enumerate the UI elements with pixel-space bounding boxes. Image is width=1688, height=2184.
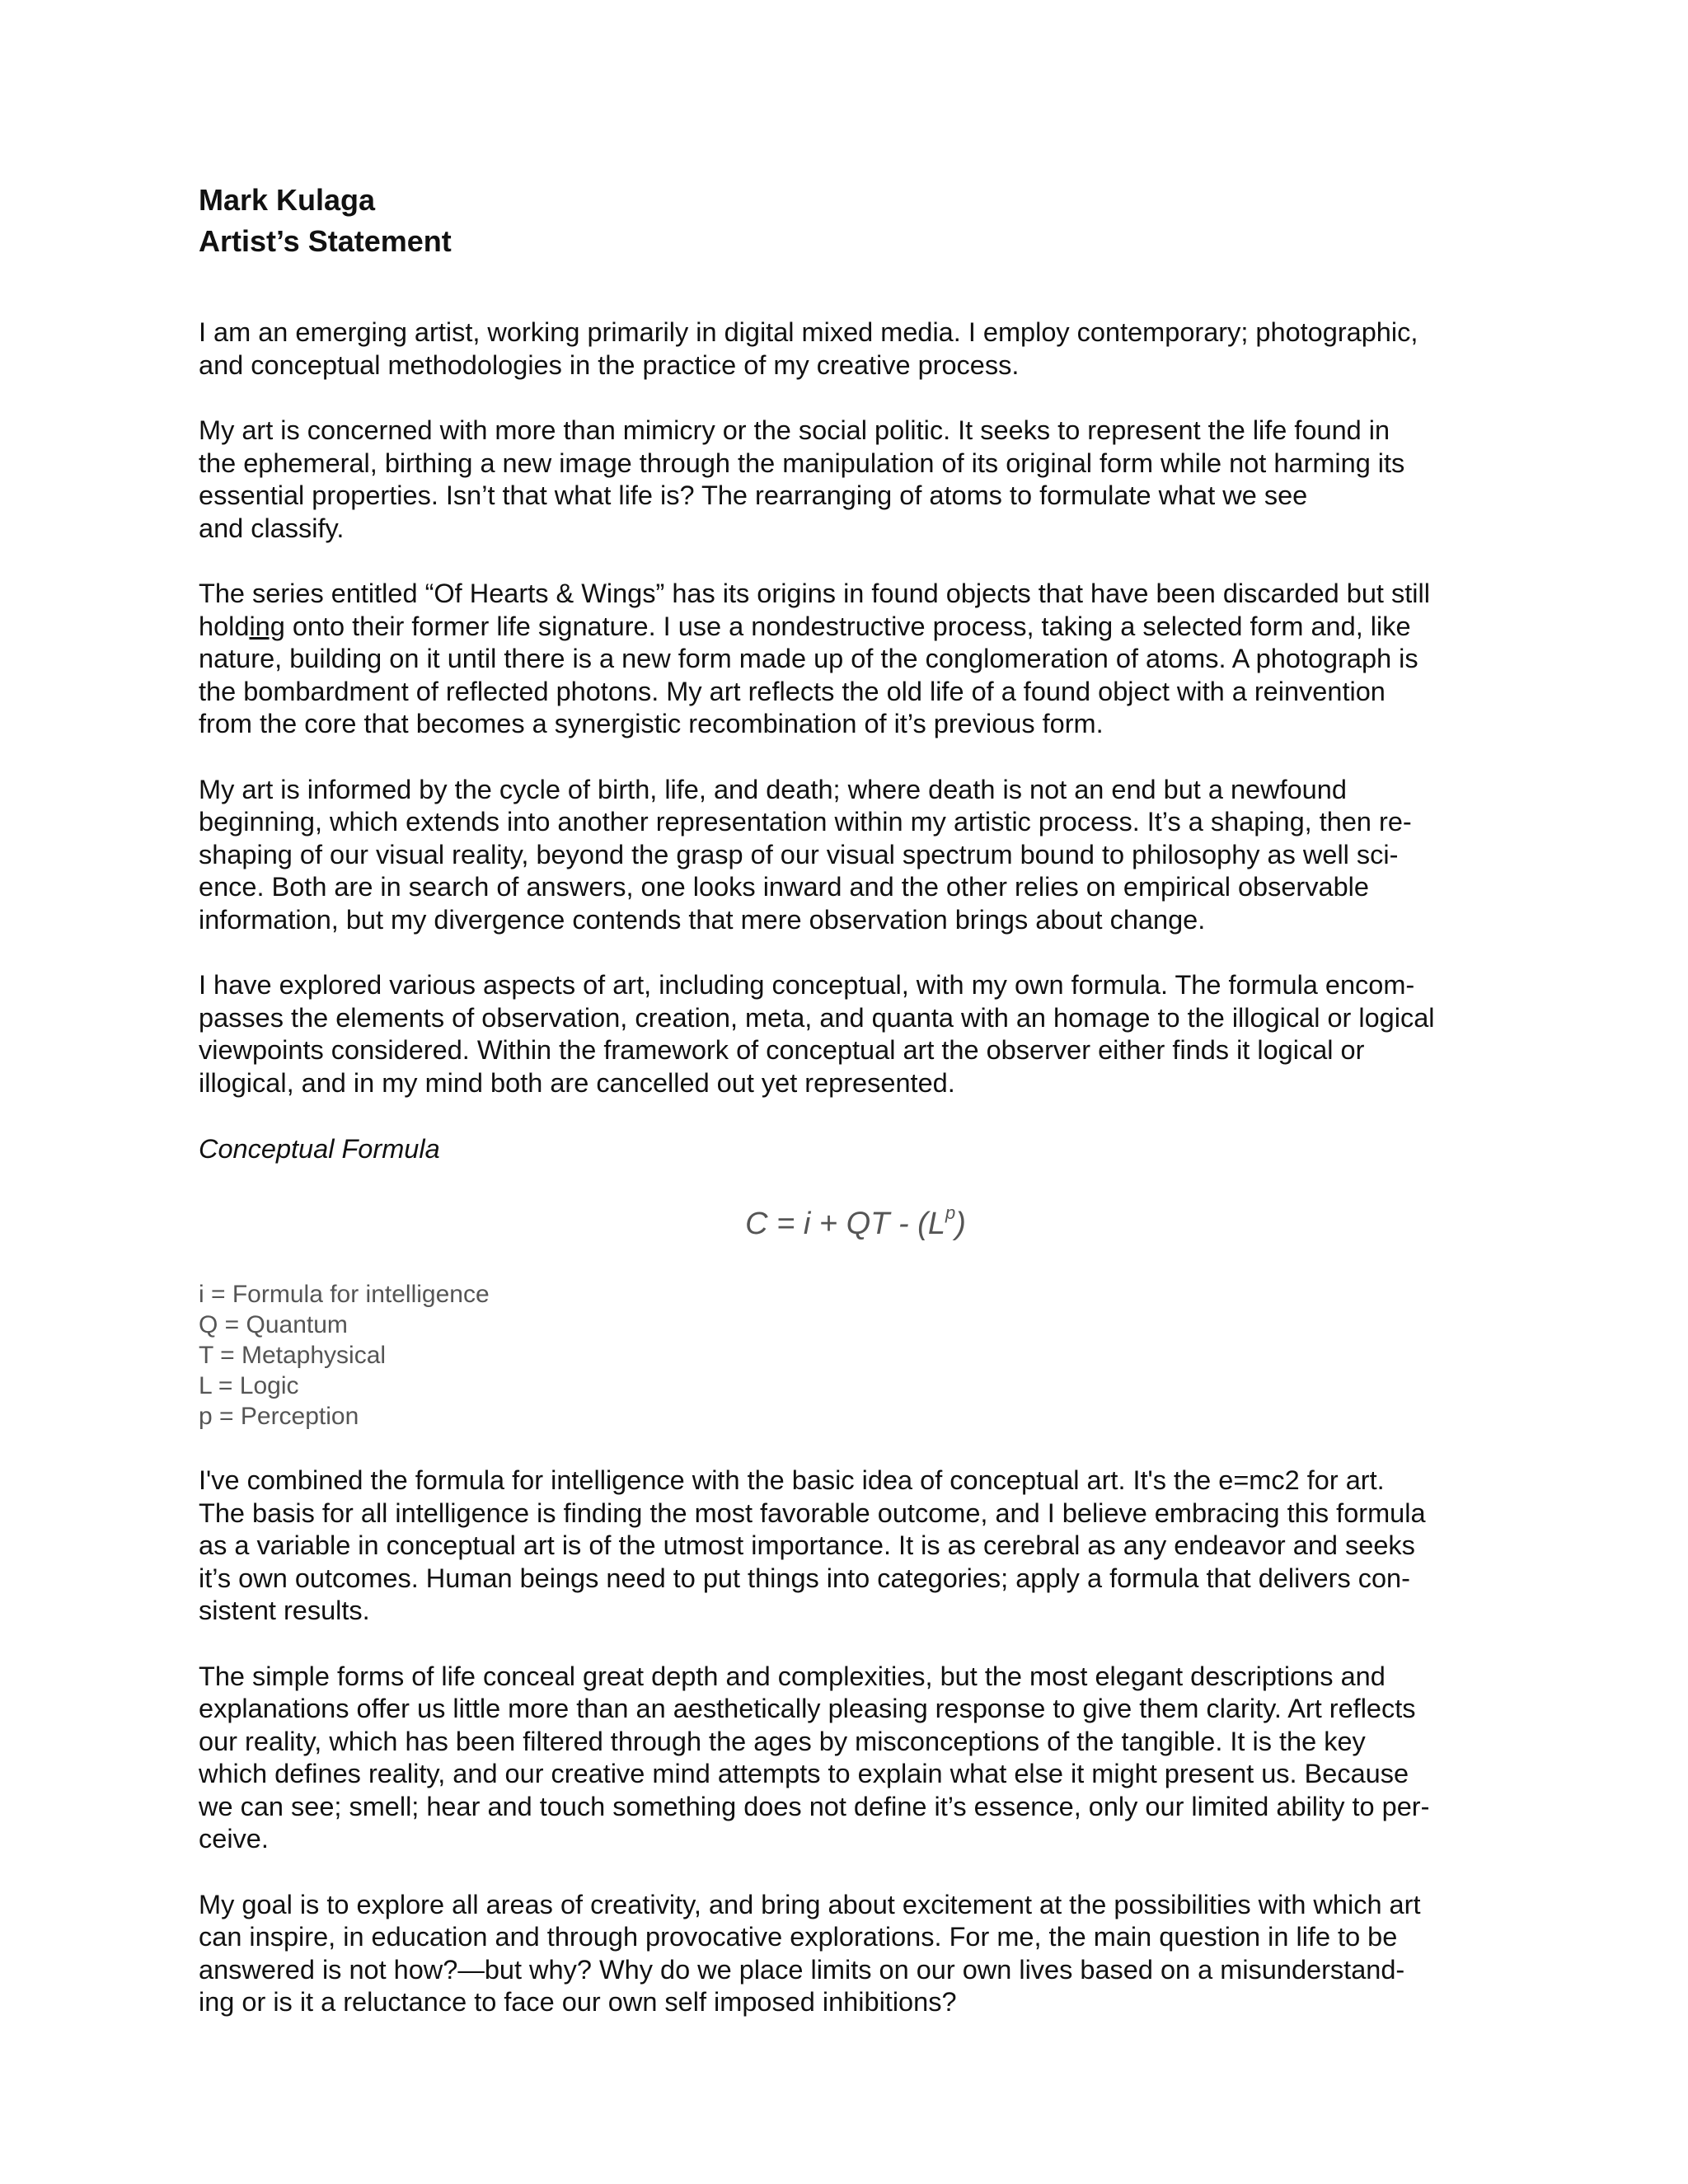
formula-superscript: p — [945, 1202, 956, 1223]
paragraph-line: can inspire, in education and through provocative explorations. For me, the main question in life to be — [199, 1922, 1398, 1952]
paragraph-line: ing or is it a reluctance to face our own self imposed inhibitions? — [199, 1987, 957, 2017]
paragraph-line: the ephemeral, birthing a new image through the manipulation of its original form while not harming its — [199, 448, 1405, 478]
statement-paragraph — [199, 969, 1517, 1099]
underlined-text: ing — [249, 611, 285, 641]
formula-close: ) — [955, 1207, 966, 1241]
paragraph-line: ence. Both are in search of answers, one looks inward and the other relies on empirical observable — [199, 872, 1369, 902]
paragraph-line: as a variable in conceptual art is of the utmost importance. It is as cerebral as any endeavor and seeks — [199, 1530, 1415, 1560]
paragraph-line: from the core that becomes a synergistic recombination of it’s previous form. — [199, 709, 1104, 738]
paragraph-line: sistent results. — [199, 1596, 370, 1625]
paragraph-line: The simple forms of life conceal great depth and complexities, but the most elegant descriptions and — [199, 1661, 1386, 1691]
paragraph-line: I've combined the formula for intelligence with the basic idea of conceptual art. It's the e=mc2 for art. — [199, 1465, 1385, 1495]
paragraph-line: The series entitled “Of Hearts & Wings” has its origins in found objects that have been discarded but still — [199, 579, 1430, 608]
line-segment: onto their former life signature. I use a nondestructive process, taking a selected form and, like — [284, 611, 1411, 641]
paragraph-line: shaping of our visual reality, beyond the grasp of our visual spectrum bound to philosophy as well sci- — [199, 839, 1399, 869]
formula-label: Conceptual Formula — [199, 1134, 440, 1164]
paragraph-line: it’s own outcomes. Human beings need to put things into categories; apply a formula that delivers con- — [199, 1563, 1410, 1593]
legend-item: T = Metaphysical — [199, 1342, 387, 1369]
paragraph-line: illogical, and in my mind both are cancelled out yet represented. — [199, 1067, 955, 1098]
paragraph-line: I am an emerging artist, working primarily in digital mixed media. I employ contemporary; photographic, — [199, 317, 1418, 347]
paragraph-line: passes the elements of observation, creation, meta, and quanta with an homage to the illogical or logical — [199, 1002, 1435, 1033]
paragraph-line: I have explored various aspects of art, including conceptual, with my own formula. The formula encom- — [199, 970, 1415, 1000]
paragraph-line: information, but my divergence contends that mere observation brings about change. — [199, 904, 1206, 935]
legend-item: p = Perception — [199, 1403, 359, 1430]
paragraph-line: explanations offer us little more than an aesthetically pleasing response to give them clarity. Art reflects — [199, 1694, 1416, 1723]
statement-paragraphs-after — [199, 1465, 1517, 2019]
statement-paragraphs-before — [199, 316, 1517, 1099]
statement-paragraph — [199, 1889, 1517, 2019]
legend-item: i = Formula for intelligence — [199, 1281, 490, 1308]
paragraph-line: which defines reality, and our creative mind attempts to explain what else it might present us. Because — [199, 1759, 1409, 1788]
paragraph-line: My art is concerned with more than mimicry or the social politic. It seeks to represent the life found in — [199, 415, 1390, 445]
paragraph-line: My goal is to explore all areas of creativity, and bring about excitement at the possibilities with which art — [199, 1889, 1421, 1919]
document-title: Artist’s Statement — [199, 224, 452, 258]
legend-item: Q = Quantum — [199, 1311, 348, 1338]
conceptual-formula — [196, 1202, 1515, 1243]
document-page — [199, 180, 1517, 2052]
paragraph-line: nature, building on it until there is a new form made up of the conglomeration of atoms. A photograph is — [199, 644, 1418, 673]
paragraph-line: beginning, which extends into another representation within my artistic process. It’s a shaping, then re- — [199, 807, 1412, 837]
line-segment: hold — [199, 611, 250, 641]
paragraph-line: viewpoints considered. Within the framework of conceptual art the observer either finds it logical or — [199, 1035, 1365, 1065]
heading-spacer — [199, 262, 1517, 316]
statement-paragraph — [199, 316, 1517, 382]
paragraph-line: and conceptual methodologies in the practice of my creative process. — [199, 349, 1020, 380]
formula-main: C = i + QT - (L — [745, 1207, 945, 1241]
statement-paragraph — [199, 415, 1517, 545]
paragraph-line: we can see; smell; hear and touch something does not define it’s essence, only our limited ability to per- — [199, 1791, 1430, 1821]
paragraph-line: ceive. — [199, 1824, 269, 1854]
statement-paragraph — [199, 774, 1517, 937]
author-name: Mark Kulaga — [199, 183, 376, 217]
paragraph-line: our reality, which has been filtered through the ages by misconceptions of the tangible. It is the key — [199, 1726, 1366, 1756]
paragraph-line — [199, 612, 1411, 641]
paragraph-line: essential properties. Isn’t that what life is? The rearranging of atoms to formulate what we see — [199, 480, 1308, 510]
paragraph-line: My art is informed by the cycle of birth, life, and death; where death is not an end but a newfound — [199, 774, 1347, 804]
paragraph-line: answered is not how?—but why? Why do we place limits on our own lives based on a misunderstand- — [199, 1954, 1405, 1985]
paragraph-line: the bombardment of reflected photons. My art reflects the old life of a found object with a reinvention — [199, 676, 1386, 706]
statement-paragraph — [199, 578, 1517, 741]
legend-item: L = Logic — [199, 1372, 299, 1399]
paragraph-line: and classify. — [199, 513, 345, 543]
statement-paragraph — [199, 1465, 1517, 1628]
statement-paragraph — [199, 1661, 1517, 1856]
paragraph-line: The basis for all intelligence is finding the most favorable outcome, and I believe embracing this formula — [199, 1497, 1426, 1528]
formula-legend — [199, 1279, 1517, 1432]
